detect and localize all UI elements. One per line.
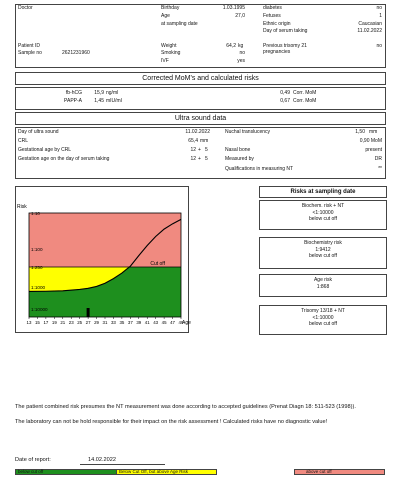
measured-label: Measured by xyxy=(225,156,254,162)
x-tick-label: 29 xyxy=(94,320,100,325)
smoking-label: Smoking xyxy=(161,50,181,56)
x-tick-label: 35 xyxy=(119,320,125,325)
x-tick-label: 25 xyxy=(77,320,83,325)
risk-box-value: <1:10000 xyxy=(312,209,334,216)
ethnic-value: Caucasian xyxy=(358,21,382,27)
crl-label: CRL xyxy=(18,138,29,144)
smoking-value: no xyxy=(239,50,245,56)
x-tick-label: 47 xyxy=(170,320,176,325)
x-tick-label: 41 xyxy=(144,320,150,325)
fetuses-label: Fetuses xyxy=(263,13,281,19)
qual-label: Qualifications in measuring NT xyxy=(225,166,294,172)
weight-label: Weight xyxy=(161,43,177,49)
date-of-report-value: 14.02.2022 xyxy=(88,457,116,463)
risks-title: Risks at sampling date xyxy=(259,186,387,198)
doctor-label: Doctor xyxy=(18,5,33,11)
crl-value: 65,4 xyxy=(188,138,198,144)
diabetes-label: diabetes xyxy=(263,5,282,11)
us-day-label: Day of ultra sound xyxy=(18,129,59,135)
risk-box-title: Biochem. risk + NT xyxy=(301,203,345,209)
date-of-report-label: Date of report: xyxy=(15,457,51,463)
nasal-value: present xyxy=(365,147,382,153)
prev-t21-value: no xyxy=(376,43,382,49)
nt-unit: mm xyxy=(369,129,378,135)
y-tick-label: 1:10 xyxy=(31,211,40,216)
day-of-serum-value: 11.02.2022 xyxy=(357,28,382,34)
mom-row-unit: ng/ml xyxy=(106,90,119,96)
ga-plus: + xyxy=(198,156,201,162)
nt-value: 1,50 xyxy=(355,129,365,135)
disclaimer-1: The patient combined risk presumes the NT measurement was done according to accepted guidelines (Prenat Diagn 18: 511-523 (1998)). xyxy=(15,404,356,410)
mom-row-value: 1,45 xyxy=(94,98,104,104)
mom-row-corr-label: Corr. MoM xyxy=(293,98,317,104)
risk-box-age xyxy=(259,274,387,297)
y-tick-label: 1:10000 xyxy=(31,307,48,312)
x-tick-label: 37 xyxy=(127,320,133,325)
risk-chart xyxy=(15,186,189,333)
ga-serum-weeks: 12 xyxy=(190,156,196,162)
y-tick-label: 1:1000 xyxy=(31,285,46,290)
risk-box-status: below cut off xyxy=(309,321,337,327)
nt-label: Nuchal translucency xyxy=(225,129,271,135)
us-day-value: 11.02.2022 xyxy=(185,129,210,135)
x-tick-label: 21 xyxy=(60,320,66,325)
x-axis-label: Age xyxy=(182,320,191,326)
risk-box-title: Trisomy 13/18 + NT xyxy=(301,308,345,314)
x-tick-label: 13 xyxy=(26,320,32,325)
y-tick-label: 1:250 xyxy=(31,265,43,270)
ga-crl-days: 5 xyxy=(205,147,208,153)
sample-no-label: Sample no xyxy=(18,50,42,56)
nt-mom: 0,90 MoM xyxy=(359,138,382,144)
ga-plus: + xyxy=(198,147,201,153)
x-tick-label: 43 xyxy=(153,320,159,325)
region-above-cutoff xyxy=(29,213,181,267)
x-tick-label: 15 xyxy=(34,320,40,325)
mom-section-title: Corrected MoM's and calculated risks xyxy=(15,72,386,85)
at-sampling-label: at sampling date xyxy=(161,21,198,27)
mom-row-corr: 0,49 xyxy=(280,90,290,96)
mom-row-corr-label: Corr. MoM xyxy=(293,90,317,96)
risk-box-value: 1:868 xyxy=(316,283,330,290)
fetuses-value: 1 xyxy=(379,13,382,19)
cutoff-label: Cut off xyxy=(150,261,165,267)
birthday-value: 1.03.1995 xyxy=(222,5,245,11)
disclaimer-2: The laboratory can not be hold responsible for their impact on the risk assessment ! Calculated risks have no diagnostic value! xyxy=(15,419,328,425)
y-axis-label: Risk xyxy=(17,204,27,210)
ga-serum-label: Gestation age on the day of serum taking xyxy=(18,156,110,162)
ga-serum-days: 5 xyxy=(205,156,208,162)
x-tick-label: 23 xyxy=(68,320,74,325)
x-tick-label: 31 xyxy=(102,320,108,325)
prev-t21-label-1: Previous trisomy 21 xyxy=(263,43,307,49)
mom-row-name: fb-hCG xyxy=(65,90,82,96)
risk-box-status: below cut off xyxy=(309,253,337,259)
diabetes-value: no xyxy=(376,5,382,11)
legend-label: Below Cut Off, but above Age Risk xyxy=(119,469,188,474)
crl-unit: mm xyxy=(200,138,209,144)
x-tick-label: 49 xyxy=(178,320,184,325)
mom-row-unit: mIU/ml xyxy=(106,98,122,104)
x-tick-label: 17 xyxy=(43,320,49,325)
y-tick-label: 1:100 xyxy=(31,247,43,252)
risk-box-biochem-nt xyxy=(259,200,387,230)
mom-row-corr: 0,67 xyxy=(280,98,290,104)
patient-id-label: Patient ID xyxy=(18,43,40,49)
risk-box-trisomy-13-18 xyxy=(259,305,387,335)
mom-row-value: 15,9 xyxy=(94,90,104,96)
risk-box-title: Age risk xyxy=(313,277,333,283)
date-underline xyxy=(80,464,165,465)
day-of-serum-label: Day of serum taking xyxy=(263,28,308,34)
patient-marker xyxy=(87,308,90,317)
patient-info-box xyxy=(15,4,386,68)
birthday-label: Birthday xyxy=(161,5,180,11)
x-tick-label: 19 xyxy=(51,320,57,325)
measured-value: DR xyxy=(374,156,382,162)
age-label: Age xyxy=(161,13,170,19)
weight-unit: kg xyxy=(238,43,244,49)
legend-label: below cut off xyxy=(18,469,44,474)
risk-box-value: 1:9412 xyxy=(315,246,331,253)
qual-value: ** xyxy=(378,166,382,172)
prev-t21-label-2: pregnancies xyxy=(263,49,291,55)
weight-value: 64,2 xyxy=(226,43,236,49)
nasal-label: Nasal bone xyxy=(225,147,251,153)
mom-row-name: PAPP-A xyxy=(64,98,82,104)
x-tick-label: 45 xyxy=(161,320,167,325)
risk-box-title: Biochemistry risk xyxy=(304,240,342,246)
age-value: 27,0 xyxy=(235,13,245,19)
risk-box-biochemistry xyxy=(259,237,387,269)
risk-box-status: below cut off xyxy=(309,216,337,222)
ivf-label: IVF xyxy=(161,58,169,64)
x-tick-label: 27 xyxy=(85,320,91,325)
x-tick-label: 39 xyxy=(136,320,142,325)
ivf-value: yes xyxy=(237,58,245,64)
x-tick-label: 33 xyxy=(110,320,116,325)
ga-crl-weeks: 12 xyxy=(190,147,196,153)
risk-box-value: <1:10000 xyxy=(312,314,334,321)
ultrasound-title: Ultra sound data xyxy=(15,112,386,125)
ga-crl-label: Gestational age by CRL xyxy=(18,147,72,153)
sample-no-value: 2621231960 xyxy=(62,50,90,56)
legend-label: above cut off xyxy=(306,469,332,474)
ethnic-label: Ethnic origin xyxy=(263,21,291,27)
